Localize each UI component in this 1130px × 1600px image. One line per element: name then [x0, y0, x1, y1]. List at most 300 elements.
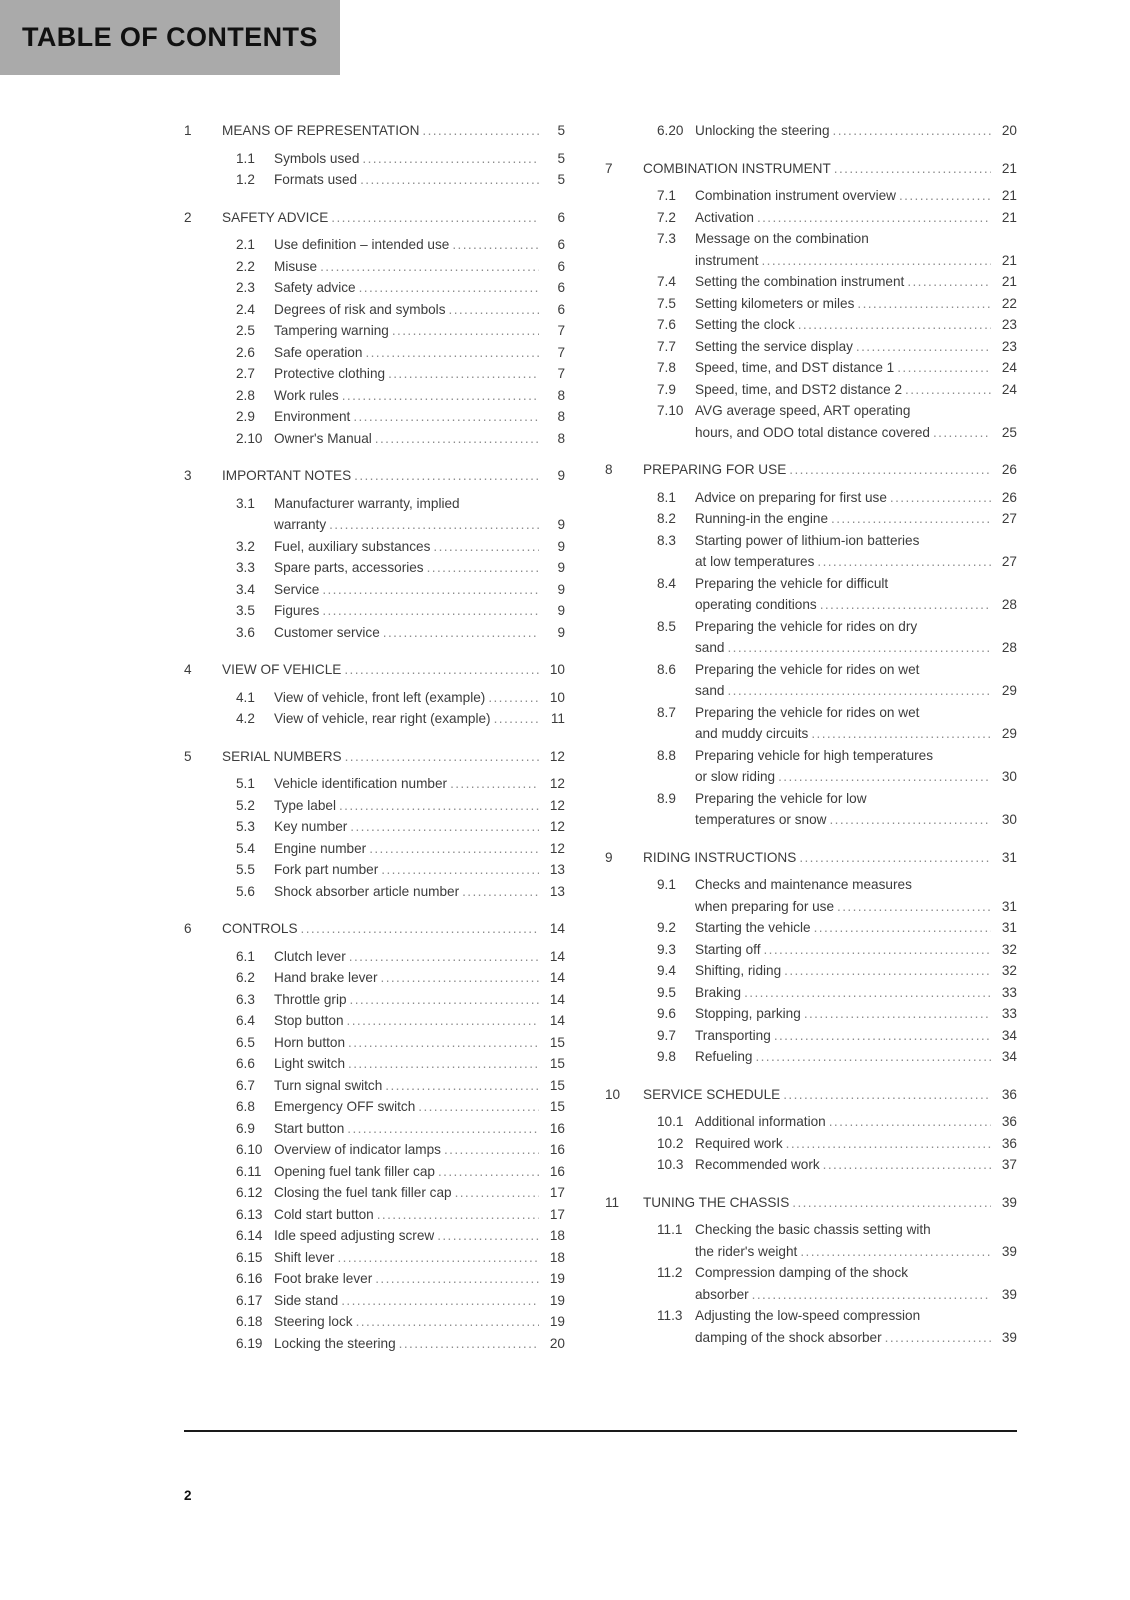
toc-section-entry[interactable] [184, 277, 565, 299]
toc-section-entry[interactable] [184, 320, 565, 342]
toc-section-entry[interactable] [184, 1139, 565, 1161]
toc-leader-dots [350, 816, 539, 838]
toc-leader-dots [437, 1225, 539, 1247]
toc-entry-title: sand [695, 640, 725, 655]
toc-page-number: 37 [1001, 1157, 1017, 1172]
toc-entry-title: Braking [695, 984, 742, 1000]
toc-leader-dots [347, 1010, 539, 1032]
toc-entry-title-wrap [643, 847, 1017, 869]
toc-entry-title-line [695, 809, 1017, 831]
toc-section-entry[interactable] [605, 573, 1017, 616]
toc-leader-dots [399, 1333, 539, 1355]
toc-page-number: 26 [1001, 462, 1017, 477]
toc-section-entry[interactable] [605, 314, 1017, 336]
toc-entry-number: 3.4 [236, 581, 255, 597]
toc-section-entry[interactable] [605, 1154, 1017, 1176]
toc-entry-number: 3.1 [236, 495, 255, 511]
toc-entry-number: 6.18 [236, 1314, 263, 1329]
toc-entry-title: instrument [695, 252, 759, 268]
toc-section-entry[interactable] [184, 1268, 565, 1290]
toc-leader-dots [381, 967, 539, 989]
toc-entry-title: RIDING INSTRUCTIONS [643, 849, 797, 865]
toc-section-entry[interactable] [605, 788, 1017, 831]
toc-entry-title-wrap [695, 573, 1017, 616]
toc-page-number: 6 [557, 209, 565, 225]
toc-entry-title-wrap [274, 1311, 565, 1333]
toc-entry-title-line [695, 680, 1017, 702]
toc-page-number: 18 [549, 1249, 565, 1265]
toc-page-number: 36 [1001, 1086, 1017, 1102]
toc-entry-title-line [695, 1284, 1017, 1306]
toc-entry-title: warranty [274, 517, 327, 532]
toc-page-number: 29 [1001, 683, 1017, 698]
toc-entry-title-wrap [695, 1154, 1017, 1176]
toc-section-entry[interactable] [184, 1118, 565, 1140]
toc-leader-dots [344, 659, 539, 681]
toc-entry-title-wrap [274, 1118, 565, 1140]
toc-page-number: 12 [549, 797, 565, 813]
toc-entry-title: IMPORTANT NOTES [222, 468, 352, 483]
toc-page-number: 13 [549, 883, 565, 899]
toc-leader-dots [817, 551, 991, 573]
toc-section-entry[interactable] [184, 600, 565, 622]
toc-page-number: 10 [549, 689, 565, 705]
toc-entry-number: 7.7 [657, 338, 676, 354]
toc-entry-title: Shock absorber article number [274, 883, 460, 899]
toc-leader-dots [342, 385, 539, 407]
toc-entry-title-wrap [274, 320, 565, 342]
toc-entry-title-wrap [695, 271, 1017, 293]
page-header-band [0, 0, 340, 75]
toc-section-entry[interactable] [605, 1111, 1017, 1133]
toc-section-entry[interactable] [184, 363, 565, 385]
toc-entry-title: Idle speed adjusting screw [274, 1228, 435, 1243]
toc-entry-title: COMBINATION INSTRUMENT [643, 160, 831, 176]
toc-entry-number: 7.1 [657, 188, 676, 203]
toc-section-entry[interactable] [184, 385, 565, 407]
toc-entry-title: Turn signal switch [274, 1077, 383, 1093]
toc-chapter-entry[interactable] [184, 918, 565, 940]
toc-leader-dots [829, 1111, 991, 1133]
toc-entry-title-wrap [695, 357, 1017, 379]
toc-page-number: 9 [557, 603, 565, 618]
toc-entry-title: AVG average speed, ART operating [695, 403, 911, 418]
toc-entry-title-wrap [274, 1053, 565, 1075]
toc-leader-dots [933, 422, 991, 444]
toc-entry-number: 6.8 [236, 1099, 255, 1114]
toc-entry-number: 9.3 [657, 941, 676, 957]
toc-entry-number: 8 [605, 462, 613, 477]
toc-leader-dots [375, 428, 539, 450]
toc-entry-title-wrap [274, 816, 565, 838]
toc-entry-number: 6 [184, 921, 192, 936]
toc-entry-title: Preparing vehicle for high temperatures [695, 747, 934, 763]
toc-entry-title: Activation [695, 209, 754, 225]
toc-page-number: 6 [557, 237, 565, 252]
toc-entry-title-wrap [222, 918, 565, 940]
toc-section-entry[interactable] [605, 982, 1017, 1004]
toc-page-number: 19 [549, 1314, 565, 1329]
toc-leader-dots [331, 207, 539, 229]
toc-section-entry[interactable] [184, 1333, 565, 1355]
toc-section-entry[interactable] [184, 1053, 565, 1075]
toc-leader-dots [452, 234, 539, 256]
toc-entry-number: 5.6 [236, 883, 255, 899]
toc-page-number: 26 [1001, 489, 1017, 505]
toc-entry-title: Shift lever [274, 1249, 335, 1265]
toc-section-entry[interactable] [605, 874, 1017, 917]
toc-entry-title-wrap [274, 1333, 565, 1355]
toc-entry-title-line [695, 723, 1017, 745]
toc-page-number: 5 [557, 123, 565, 138]
toc-leader-dots [800, 1241, 991, 1263]
toc-entry-title-wrap [695, 939, 1017, 961]
toc-entry-title: Degrees of risk and symbols [274, 301, 446, 317]
toc-entry-title: Starting off [695, 941, 761, 957]
toc-leader-dots [422, 120, 539, 142]
toc-section-entry[interactable] [184, 946, 565, 968]
toc-leader-dots [322, 600, 539, 622]
toc-page-number: 39 [1001, 1329, 1017, 1345]
toc-chapter-entry[interactable] [184, 659, 565, 681]
toc-section-entry[interactable] [184, 1032, 565, 1054]
toc-entry-number: 6.15 [236, 1249, 263, 1265]
table-of-contents [0, 120, 1130, 1354]
toc-entry-title: when preparing for use [695, 898, 835, 914]
toc-entry-title-line [695, 702, 1017, 724]
toc-entry-title: Vehicle identification number [274, 776, 448, 791]
toc-entry-title-wrap [695, 788, 1017, 831]
toc-leader-dots [831, 508, 991, 530]
toc-entry-title: Clutch lever [274, 948, 346, 964]
toc-page-number: 21 [1001, 274, 1017, 289]
toc-entry-title-wrap [274, 881, 565, 903]
toc-entry-title-line [695, 1241, 1017, 1263]
toc-section-entry[interactable] [184, 1311, 565, 1333]
toc-entry-title-wrap [695, 917, 1017, 939]
toc-page-number: 5 [557, 150, 565, 166]
toc-entry-title-wrap [695, 1305, 1017, 1348]
toc-section-entry[interactable] [605, 400, 1017, 443]
toc-entry-title: damping of the shock absorber [695, 1329, 882, 1345]
toc-leader-dots [798, 314, 991, 336]
toc-leader-dots [727, 680, 991, 702]
toc-page-number: 23 [1001, 338, 1017, 354]
toc-section-entry[interactable] [605, 1046, 1017, 1068]
toc-leader-dots [905, 379, 991, 401]
toc-entry-title-wrap [274, 600, 565, 622]
toc-entry-title-wrap [274, 1182, 565, 1204]
toc-entry-title: or slow riding [695, 769, 776, 784]
toc-section-entry[interactable] [605, 207, 1017, 229]
toc-page-number: 15 [549, 1099, 565, 1114]
toc-entry-title: Running-in the engine [695, 511, 829, 526]
toc-entry-title-wrap [274, 493, 565, 536]
toc-section-entry[interactable] [184, 1182, 565, 1204]
toc-entry-title-line [695, 422, 1017, 444]
toc-section-entry[interactable] [184, 1010, 565, 1032]
toc-entry-title: Starting power of lithium-ion batteries [695, 532, 920, 548]
toc-section-entry[interactable] [605, 271, 1017, 293]
toc-entry-title-wrap [274, 299, 565, 321]
toc-chapter-entry[interactable] [605, 158, 1017, 180]
toc-leader-dots [383, 622, 539, 644]
toc-chapter-entry[interactable] [184, 120, 565, 142]
toc-leader-dots [856, 336, 991, 358]
toc-section-entry[interactable] [184, 687, 565, 709]
toc-page-number: 39 [1001, 1194, 1017, 1210]
toc-chapter-entry[interactable] [184, 207, 565, 229]
toc-leader-dots [438, 1161, 539, 1183]
toc-section-entry[interactable] [605, 530, 1017, 573]
toc-entry-title-wrap [643, 1084, 1017, 1106]
toc-entry-title-line [695, 400, 1017, 422]
toc-section-entry[interactable] [184, 967, 565, 989]
toc-section-entry[interactable] [605, 293, 1017, 315]
toc-entry-number: 8.7 [657, 704, 676, 720]
toc-entry-number: 9.6 [657, 1006, 676, 1021]
toc-section-entry[interactable] [184, 838, 565, 860]
toc-entry-title-wrap [695, 702, 1017, 745]
toc-entry-title-wrap [274, 1290, 565, 1312]
toc-section-entry[interactable] [184, 234, 565, 256]
toc-chapter-entry[interactable] [605, 1084, 1017, 1106]
toc-entry-title-wrap [274, 342, 565, 364]
toc-entry-title: Formats used [274, 172, 358, 187]
toc-page-number: 36 [1001, 1135, 1017, 1151]
toc-entry-number: 7.10 [657, 403, 684, 418]
toc-entry-title: the rider's weight [695, 1243, 798, 1259]
toc-page-number: 30 [1001, 769, 1017, 784]
toc-section-entry[interactable] [184, 1247, 565, 1269]
toc-page-number: 8 [557, 430, 565, 446]
toc-section-entry[interactable] [605, 379, 1017, 401]
toc-entry-number: 7.6 [657, 317, 676, 332]
toc-entry-title-wrap [222, 746, 565, 768]
toc-section-entry[interactable] [605, 120, 1017, 142]
toc-section-entry[interactable] [184, 428, 565, 450]
toc-chapter-entry[interactable] [605, 1192, 1017, 1214]
toc-leader-dots [369, 838, 539, 860]
toc-page-number: 29 [1001, 726, 1017, 741]
toc-page-number: 16 [549, 1142, 565, 1157]
toc-page-number: 33 [1001, 984, 1017, 1000]
toc-entry-title-wrap [274, 1268, 565, 1290]
toc-section-entry[interactable] [605, 336, 1017, 358]
toc-chapter-entry[interactable] [184, 746, 565, 768]
toc-page-number: 9 [557, 624, 565, 640]
toc-entry-title-wrap [274, 1161, 565, 1183]
toc-leader-dots [757, 207, 991, 229]
toc-entry-title: Preparing the vehicle for difficult [695, 575, 889, 591]
toc-page-number: 33 [1001, 1006, 1017, 1021]
toc-page-number: 6 [557, 301, 565, 317]
toc-page-number: 12 [549, 819, 565, 834]
toc-leader-dots [764, 939, 992, 961]
toc-section-entry[interactable] [605, 659, 1017, 702]
toc-entry-title-line [695, 594, 1017, 616]
toc-section-entry[interactable] [184, 708, 565, 730]
toc-section-entry[interactable] [184, 169, 565, 191]
toc-section-entry[interactable] [184, 989, 565, 1011]
toc-section-entry[interactable] [605, 487, 1017, 509]
toc-entry-title: Side stand [274, 1292, 339, 1308]
toc-entry-title: Refueling [695, 1049, 753, 1064]
toc-leader-dots [804, 1003, 991, 1025]
toc-chapter-entry[interactable] [184, 465, 565, 487]
toc-entry-title: Safety advice [274, 280, 356, 295]
toc-section-entry[interactable] [184, 795, 565, 817]
toc-section-entry[interactable] [184, 536, 565, 558]
toc-section-entry[interactable] [605, 1262, 1017, 1305]
toc-leader-dots [353, 406, 539, 428]
toc-section-entry[interactable] [605, 917, 1017, 939]
toc-entry-title-wrap [274, 1096, 565, 1118]
toc-section-entry[interactable] [605, 1003, 1017, 1025]
toc-entry-title-wrap [274, 989, 565, 1011]
toc-entry-number: 2.2 [236, 258, 255, 274]
toc-section-entry[interactable] [184, 1225, 565, 1247]
toc-entry-number: 9.7 [657, 1027, 676, 1043]
toc-section-entry[interactable] [184, 342, 565, 364]
toc-entry-number: 2 [184, 209, 192, 225]
toc-leader-dots [392, 320, 539, 342]
toc-leader-dots [799, 847, 991, 869]
toc-entry-title-wrap [695, 207, 1017, 229]
toc-entry-title: Cold start button [274, 1206, 374, 1222]
toc-section-entry[interactable] [605, 939, 1017, 961]
toc-page-number: 34 [1001, 1027, 1017, 1043]
toc-entry-number: 4.1 [236, 689, 255, 705]
toc-entry-title-wrap [695, 1025, 1017, 1047]
toc-leader-dots [834, 158, 991, 180]
toc-entry-number: 9.2 [657, 920, 676, 935]
toc-chapter-entry[interactable] [605, 459, 1017, 481]
toc-page-number: 6 [557, 280, 565, 295]
toc-section-entry[interactable] [184, 773, 565, 795]
toc-section-entry[interactable] [184, 1161, 565, 1183]
toc-section-entry[interactable] [184, 299, 565, 321]
toc-section-entry[interactable] [605, 960, 1017, 982]
toc-entry-number: 3 [184, 468, 192, 483]
toc-section-entry[interactable] [605, 357, 1017, 379]
toc-section-entry[interactable] [184, 881, 565, 903]
toc-leader-dots [829, 809, 991, 831]
toc-section-entry[interactable] [184, 859, 565, 881]
toc-entry-title: Transporting [695, 1027, 771, 1043]
toc-section-entry[interactable] [605, 185, 1017, 207]
toc-leader-dots [811, 723, 991, 745]
toc-section-entry[interactable] [184, 557, 565, 579]
toc-chapter-entry[interactable] [605, 847, 1017, 869]
toc-entry-number: 11.1 [657, 1222, 683, 1237]
toc-entry-title-wrap [274, 1075, 565, 1097]
toc-page-number: 31 [1001, 849, 1017, 865]
toc-entry-title-wrap [695, 659, 1017, 702]
toc-entry-title-wrap [695, 293, 1017, 315]
toc-page-number: 17 [549, 1185, 565, 1200]
toc-section-entry[interactable] [184, 406, 565, 428]
toc-leader-dots [837, 896, 991, 918]
toc-section-entry[interactable] [605, 1219, 1017, 1262]
toc-leader-dots [755, 1046, 991, 1068]
toc-entry-title: VIEW OF VEHICLE [222, 662, 342, 677]
toc-entry-title: Preparing the vehicle for rides on dry [695, 618, 918, 634]
toc-entry-title-wrap [695, 1219, 1017, 1262]
toc-section-entry[interactable] [605, 1025, 1017, 1047]
toc-entry-title-line [695, 1327, 1017, 1349]
toc-entry-title-wrap [274, 536, 565, 558]
toc-section-entry[interactable] [605, 1133, 1017, 1155]
toc-entry-title-wrap [274, 1032, 565, 1054]
toc-entry-number: 6.13 [236, 1206, 263, 1222]
toc-page-number: 23 [1001, 317, 1017, 332]
toc-entry-title: absorber [695, 1286, 749, 1302]
toc-entry-number: 5.2 [236, 797, 255, 813]
toc-entry-number: 8.9 [657, 790, 676, 806]
toc-leader-dots [362, 148, 539, 170]
toc-entry-title: Emergency OFF switch [274, 1099, 416, 1114]
toc-section-entry[interactable] [184, 1204, 565, 1226]
toc-section-entry[interactable] [184, 148, 565, 170]
toc-leader-dots [462, 881, 539, 903]
toc-leader-dots [907, 271, 991, 293]
toc-entry-title-line [695, 1219, 1017, 1241]
toc-entry-title: temperatures or snow [695, 812, 827, 827]
toc-section-entry[interactable] [605, 508, 1017, 530]
toc-section-entry[interactable] [184, 622, 565, 644]
toc-entry-number: 9.4 [657, 963, 676, 978]
toc-section-entry[interactable] [184, 493, 565, 536]
toc-entry-title: Stopping, parking [695, 1006, 801, 1021]
toc-page-number: 14 [549, 948, 565, 964]
toc-entry-title-wrap [274, 363, 565, 385]
toc-section-entry[interactable] [184, 256, 565, 278]
toc-entry-title-wrap [222, 207, 565, 229]
toc-entry-title: PREPARING FOR USE [643, 462, 787, 477]
toc-leader-dots [348, 1053, 539, 1075]
toc-leader-dots [337, 1247, 539, 1269]
toc-entry-number: 5.3 [236, 819, 255, 834]
toc-entry-title: Service [274, 581, 320, 597]
toc-leader-dots [792, 1192, 991, 1214]
toc-entry-title-wrap [274, 622, 565, 644]
toc-section-entry[interactable] [605, 616, 1017, 659]
toc-page-number: 25 [1001, 424, 1017, 440]
toc-page-number: 10 [549, 662, 565, 677]
toc-page-number: 31 [1001, 898, 1017, 914]
toc-page-number: 19 [549, 1271, 565, 1286]
toc-section-entry[interactable] [605, 745, 1017, 788]
toc-section-entry[interactable] [605, 228, 1017, 271]
toc-section-entry[interactable] [184, 1075, 565, 1097]
toc-section-entry[interactable] [184, 816, 565, 838]
toc-leader-dots [444, 1139, 539, 1161]
toc-entry-number: 7.5 [657, 295, 676, 311]
toc-page-number: 17 [549, 1206, 565, 1222]
toc-section-entry[interactable] [184, 1290, 565, 1312]
toc-entry-title-line [274, 493, 565, 515]
toc-leader-dots [833, 120, 991, 142]
toc-entry-number: 9 [605, 849, 613, 865]
toc-entry-number: 7.9 [657, 381, 676, 397]
toc-section-entry[interactable] [605, 702, 1017, 745]
toc-section-entry[interactable] [184, 1096, 565, 1118]
toc-leader-dots [727, 637, 991, 659]
toc-section-entry[interactable] [605, 1305, 1017, 1348]
toc-section-entry[interactable] [184, 579, 565, 601]
toc-entry-number: 6.14 [236, 1228, 263, 1243]
